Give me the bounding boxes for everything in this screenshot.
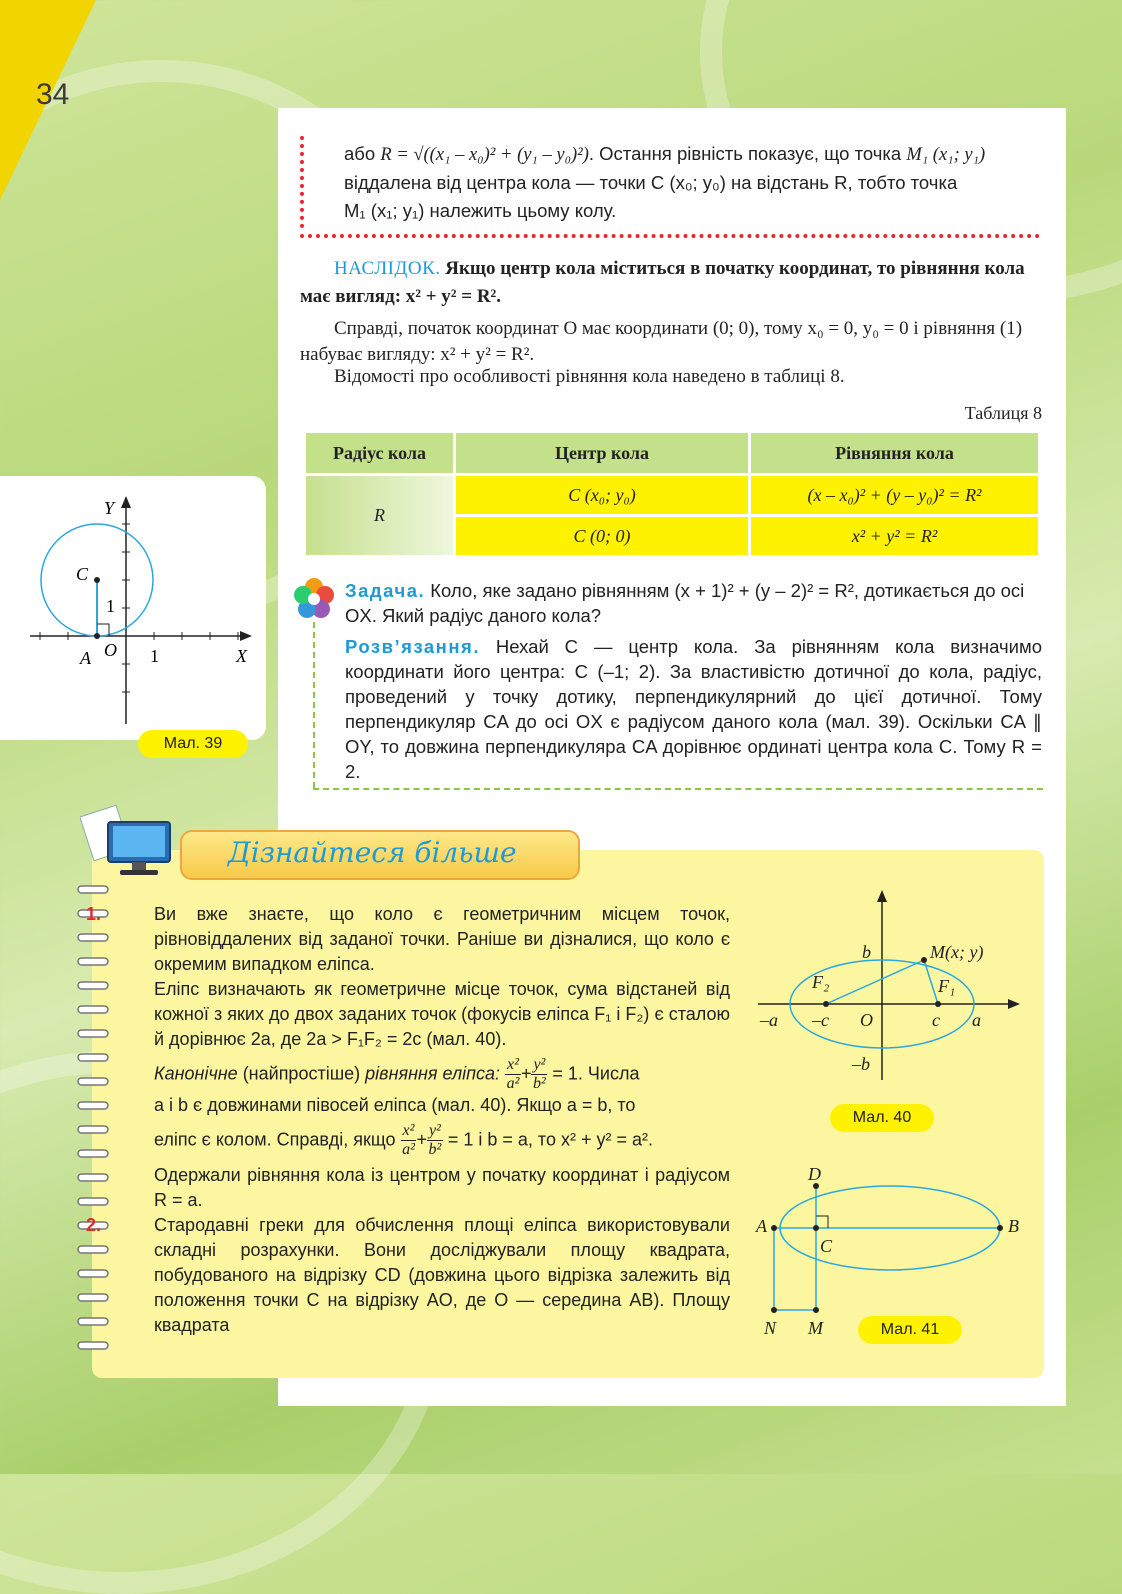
fig40-o-label: O (860, 1010, 873, 1030)
fig40-m-label: M(x; y) (930, 942, 984, 962)
fig40-minus-a-label: –a (760, 1010, 778, 1030)
item1-paragraph-3: Канонічне (найпростіше) рівняння еліпса: $\frac{\text{x²}}{\text{a²}}$ + $\frac{\text{y²}}{\text{b²}}$ = 1. Числа (154, 1056, 640, 1092)
solution (345, 634, 1042, 784)
item1-paragraph-1: Ви вже знаєте, що коло є геометричним місцем точок, рівновіддалених від заданої точки. Раніше ви дізналися, що коло є окремим випадком еліпса. (154, 904, 730, 974)
fig40-b-label: b (862, 942, 871, 962)
item2-paragraph: Стародавні греки для обчислення площі еліпса використовували складні розрахунки. Вони досліджували площу квадрата, побудованого на відрізку CD (довжина цього відрізка залежить від положення точки C на відрізку AO, де O — середина AB). Площу квадрата (154, 1215, 730, 1335)
proof-dotted-border (300, 234, 1040, 238)
corollary-text: Якщо центр кола міститься в початку координат, то рівняння кола має вигляд: x² + y² = R². (300, 258, 1025, 307)
fraction-y2-b2: $\frac{\text{y²}}{\text{b²}}$ (428, 1122, 442, 1158)
item-number: 1. (86, 904, 102, 924)
fig40-minus-c-label: –c (812, 1010, 829, 1030)
figure-40-diagram (752, 884, 1032, 1084)
paragraph-1: Справді, початок координат O має координати (0; 0), тому x₀ = 0, y₀ = 0 і рівняння (1) набуває вигляду: x² + y² = R². (300, 318, 1023, 365)
ellipse-equation-word: рівняння еліпса: (365, 1063, 501, 1084)
proof-formula: R = √((x₁ – x₀)² + (y₁ – y₀)²) (380, 145, 589, 165)
proof-line2: віддалена від центра кола — точки C (x₀; y₀) на відстань R, тобто точка (344, 172, 958, 193)
proof-text (344, 140, 1042, 225)
fig40-f1-label: F₁ (938, 976, 956, 996)
page-number: 34 (36, 78, 70, 111)
fig39-caption: Мал. 39 (138, 730, 248, 758)
table-header: Центр кола (456, 433, 748, 473)
table-cell-center: C (x₀; y₀) (456, 476, 748, 514)
item-number: 2. (86, 1215, 102, 1235)
fraction-x2-a2: $\frac{\text{x²}}{\text{a²}}$ (506, 1056, 520, 1092)
fig41-c-label: C (820, 1236, 833, 1256)
spiral-binding-icon (76, 880, 116, 1370)
table-row (306, 476, 1038, 514)
proof-dotted-border (300, 136, 304, 228)
fig41-n-label: N (764, 1318, 777, 1338)
task-dashed-border (313, 788, 1043, 790)
item1-paragraph-4: a і b є довжинами півосей еліпса (мал. 40). Якщо a = b, то (154, 1095, 636, 1115)
figure-39-diagram (0, 476, 266, 740)
fig40-caption: Мал. 40 (830, 1104, 934, 1132)
proof-box (300, 126, 1040, 238)
proof-point: M₁ (x₁; y₁) (906, 145, 986, 165)
know-more-item-1 (86, 902, 730, 1338)
table-cell-radius: R (306, 476, 453, 555)
item1-paragraph-5: еліпс є колом. Справді, якщо $\frac{\text{x²}}{\text{a²}}$ + $\frac{\text{y²}}{\text{b²}}$ = 1 і b = a, то x² + y² = a². (154, 1122, 654, 1158)
fig39-o-label: O (104, 640, 117, 660)
proof-line3: M₁ (x₁; y₁) належить цьому колу. (344, 200, 617, 221)
table-caption: Таблиця 8 (964, 403, 1042, 423)
know-more-title: Дізнайтеся більше (228, 836, 517, 869)
item1-p3-end: = 1. Числа (552, 1063, 640, 1084)
item1-p5-end: = 1 і b = a, то x² + y² = a². (447, 1129, 654, 1150)
solution-text: Нехай C — центр кола. За рівнянням кола визначимо координати його центра: C (–1; 2). За властивістю дотичної до кола, радіус, проведений у точку дотику, перпендикулярний до цієї дотичної. Тому перпендикуляр CA до осі OX є радіусом даного кола (мал. 39). Оскільки CA ∥ OY, то довжина перпендикуляра CA дорівнює ординаті центра кола C. Тому R = 2. (345, 636, 1042, 782)
fig41-m-label: M (808, 1318, 823, 1338)
corollary (300, 255, 1042, 311)
fig41-caption: Мал. 41 (858, 1316, 962, 1344)
fraction-x2-a2: $\frac{\text{x²}}{\text{a²}}$ (402, 1122, 415, 1158)
fig39-one-x-label: 1 (150, 646, 159, 666)
proof-line1-a: або (344, 143, 376, 164)
item1-paragraph-6: Одержали рівняння кола із центром у початку координат і радіусом R = a. (154, 1165, 730, 1210)
table-header: Радіус кола (306, 433, 453, 473)
fig41-a-label: A (756, 1216, 767, 1236)
fig39-c-label: C (76, 564, 89, 584)
corollary-label: НАСЛІДОК. (334, 258, 441, 279)
item1-paragraph-2: Еліпс визначають як геометричне місце точок, сума відстаней від кожної з яких до двох заданих точок (фокусів еліпса F₁ і F₂) є сталою й дорівнює 2a, де 2a > F₁F₂ = 2c (мал. 40). (154, 979, 730, 1049)
fig41-d-label: D (808, 1164, 821, 1184)
solution-label: Розв’язання. (345, 636, 480, 657)
computer-icon (80, 796, 180, 880)
fig39-a-label: A (80, 648, 91, 668)
table-cell-equation: x² + y² = R² (751, 517, 1038, 555)
item1-p5-start: еліпс є колом. Справді, якщо (154, 1129, 396, 1150)
fig40-f2-label: F₂ (812, 972, 830, 992)
figure-39-panel (0, 476, 266, 740)
simplest-word: (найпростіше) (242, 1063, 361, 1084)
table-cell-equation: (x – x₀)² + (y – y₀)² = R² (751, 476, 1038, 514)
table-8 (303, 430, 1041, 558)
fig39-one-y-label: 1 (106, 596, 115, 616)
fig40-minus-b-label: –b (852, 1054, 870, 1074)
task (345, 578, 1045, 628)
table-header-row (306, 433, 1038, 473)
fig41-b-label: B (1008, 1216, 1019, 1236)
paragraph-2: Відомості про особливості рівняння кола наведено в таблиці 8. (334, 366, 845, 387)
task-text: Коло, яке задано рівнянням (x + 1)² + (y – 2)² = R², дотикається до осі OX. Який радіус даного кола? (345, 580, 1025, 626)
fig39-x-label: X (236, 646, 247, 666)
proof-line1-b: . Остання рівність показує, що точка (588, 143, 902, 164)
fig39-y-label: Y (104, 498, 115, 518)
fig40-c-label: c (932, 1010, 940, 1030)
flower-icon (290, 575, 338, 623)
table-cell-center: C (0; 0) (456, 517, 748, 555)
table-header: Рівняння кола (751, 433, 1038, 473)
task-label: Задача. (345, 580, 426, 601)
fraction-y2-b2: $\frac{\text{y²}}{\text{b²}}$ (533, 1056, 546, 1092)
canonical-word: Канонічне (154, 1063, 238, 1084)
fig40-a-label: a (972, 1010, 981, 1030)
task-dashed-border (313, 622, 315, 788)
